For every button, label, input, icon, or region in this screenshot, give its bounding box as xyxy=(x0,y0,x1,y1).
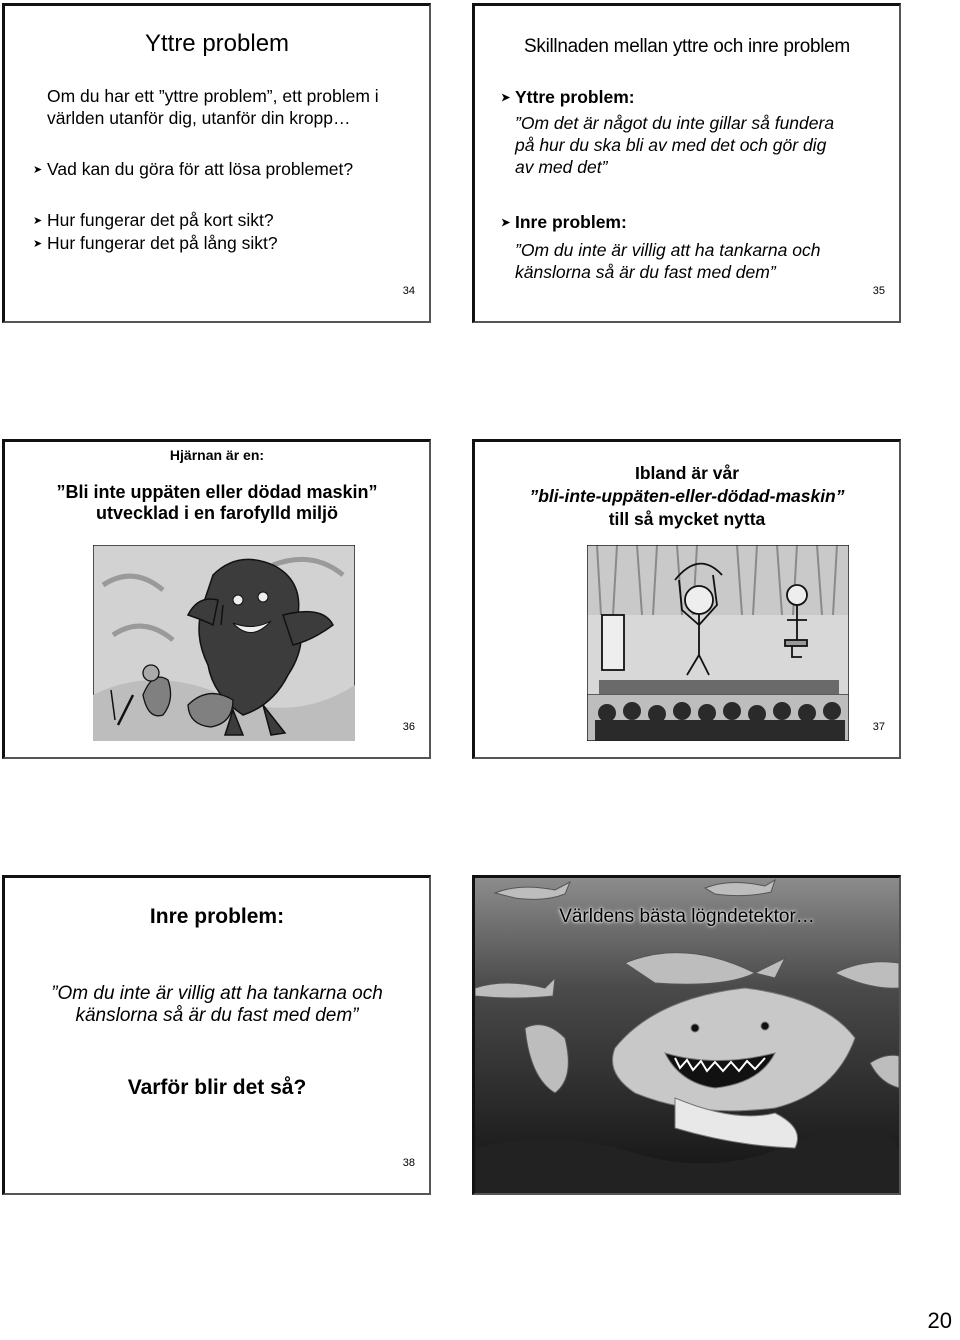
slide-title: Inre problem: xyxy=(149,905,285,928)
quote-text: ”Om du inte är villig att ha tankarna och känslorna så är du fast med dem” xyxy=(51,983,383,1026)
section-heading: ➤ Inre problem: xyxy=(501,212,627,232)
bullet-item: ➤ Hur fungerar det på kort sikt? xyxy=(33,210,274,230)
slide-heading: Hjärnan är en: xyxy=(169,447,265,463)
slide-35 xyxy=(472,3,901,323)
slide-title: Världens bästa lögndetektor… xyxy=(559,906,815,927)
page-number: 20 xyxy=(927,1308,952,1333)
slide-number: 36 xyxy=(402,721,415,733)
arrow-bullet-icon: ➤ xyxy=(501,92,511,104)
bullet-item: ➤ Hur fungerar det på lång sikt? xyxy=(33,233,278,253)
slide-subtitle: ”Bli inte uppäten eller dödad maskin” utvecklad i en farofylld miljö xyxy=(56,482,378,523)
arrow-bullet-icon: ➤ xyxy=(33,164,43,176)
slide-38 xyxy=(2,875,431,1195)
slide-number: 38 xyxy=(402,1157,415,1169)
stage-illustration xyxy=(587,545,849,741)
slide-36 xyxy=(2,439,431,759)
question-text: Varför blir det så? xyxy=(127,1076,307,1099)
slide-number: 34 xyxy=(402,285,415,297)
arrow-bullet-icon: ➤ xyxy=(33,238,43,250)
quote-text: ”Om det är något du inte gillar så fundera på hur du ska bli av med det och gör dig av med det” xyxy=(515,113,835,177)
bullet-item: ➤ Vad kan du göra för att lösa problemet? xyxy=(33,159,354,179)
slide-39 xyxy=(472,875,901,1195)
slide-title: Skillnaden mellan yttre och inre problem xyxy=(524,36,850,57)
slide-34 xyxy=(2,3,431,323)
slide-title: Yttre problem xyxy=(144,30,290,57)
slide-37 xyxy=(472,439,901,759)
slide-text: Ibland är vår ”bli-inte-uppäten-eller-dödad-maskin” till så mycket nytta xyxy=(529,463,845,529)
arrow-bullet-icon: ➤ xyxy=(501,217,511,229)
section-heading: ➤ Yttre problem: xyxy=(501,87,635,107)
slide-number: 37 xyxy=(872,721,885,733)
quote-text: ”Om du inte är villig att ha tankarna och känslorna så är du fast med dem” xyxy=(515,240,821,282)
slide-number: 35 xyxy=(872,285,885,297)
monster-illustration xyxy=(93,545,355,741)
arrow-bullet-icon: ➤ xyxy=(33,215,43,227)
intro-text: Om du har ett ”yttre problem”, ett problem i världen utanför dig, utanför din kropp… xyxy=(47,86,379,128)
